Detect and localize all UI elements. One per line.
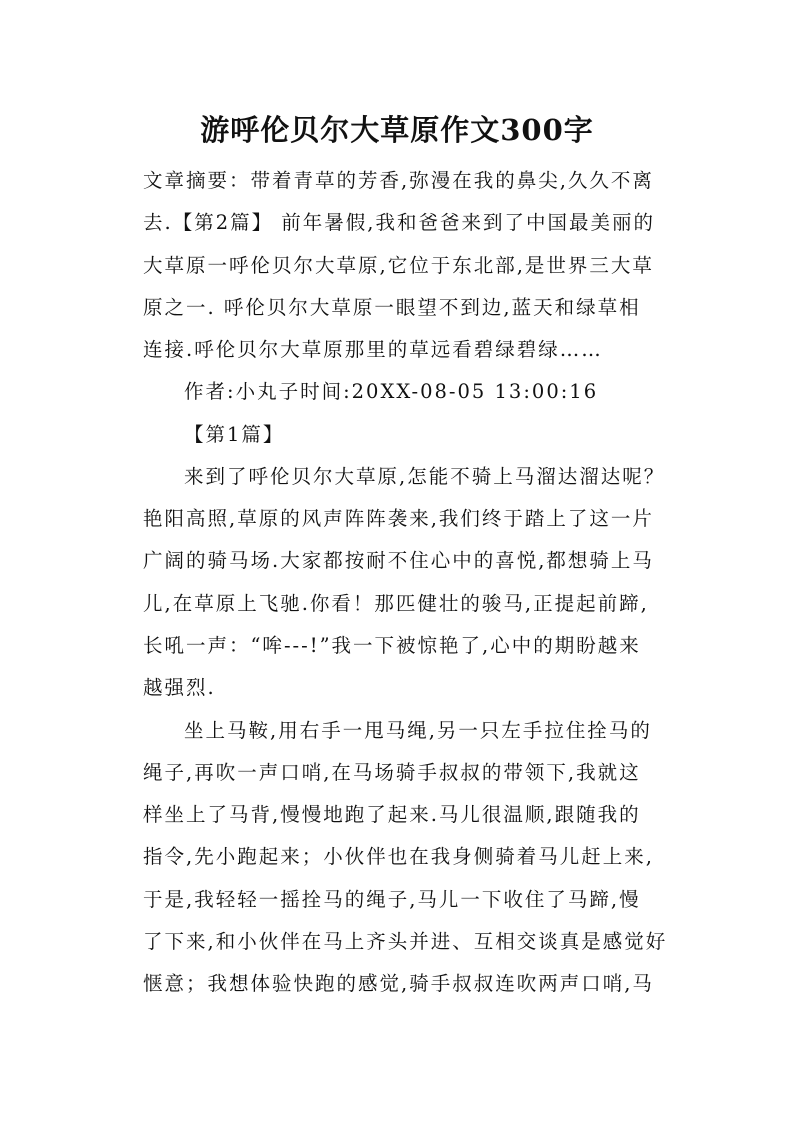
paragraph-2-line-7: 惬意；我想体验快跑的感觉,骑手叔叔连吹两声口哨,马 bbox=[143, 972, 654, 995]
paragraph-2-line-2: 绳子,再吹一声口哨,在马场骑手叔叔的带领下,我就这 bbox=[143, 761, 641, 784]
author-time-line: 作者:小丸子时间:20XX-08-05 13:00:16 bbox=[184, 380, 599, 403]
section-heading-1: 【第1篇】 bbox=[184, 423, 285, 446]
summary-line-4: 原之一. 呼伦贝尔大草原一眼望不到边,蓝天和绿草相 bbox=[143, 296, 641, 319]
paragraph-2-line-1: 坐上马鞍,用右手一甩马绳,另一只左手拉住拴马的 bbox=[184, 719, 652, 742]
paragraph-1-line-3: 广阔的骑马场.大家都按耐不住心中的喜悦,都想骑上马 bbox=[143, 549, 654, 572]
paragraph-1-line-2: 艳阳高照,草原的风声阵阵袭来,我们终于踏上了这一片 bbox=[143, 507, 654, 530]
summary-line-5: 连接.呼伦贝尔大草原那里的草远看碧绿碧绿…… bbox=[143, 338, 603, 361]
paragraph-1-line-1: 来到了呼伦贝尔大草原,怎能不骑上马溜达溜达呢？ bbox=[184, 465, 666, 488]
summary-line-3: 大草原一呼伦贝尔大草原,它位于东北部,是世界三大草 bbox=[143, 254, 654, 277]
summary-line-2: 去.【第2篇】 前年暑假,我和爸爸来到了中国最美丽的 bbox=[143, 211, 656, 234]
paragraph-1-line-4: 儿,在草原上飞驰.你看！那匹健壮的骏马,正提起前蹄, bbox=[143, 592, 649, 615]
paragraph-2-line-6: 了下来,和小伙伴在马上齐头并进、互相交谈真是感觉好 bbox=[143, 930, 668, 953]
paragraph-2-line-5: 于是,我轻轻一摇拴马的绳子,马儿一下收住了马蹄,慢 bbox=[143, 888, 641, 911]
paragraph-1-line-6: 越强烈. bbox=[143, 676, 216, 699]
paragraph-1-line-5: 长吼一声：“哞---!”我一下被惊艳了,心中的期盼越来 bbox=[143, 634, 641, 657]
paragraph-2-line-4: 指令,先小跑起来；小伙伴也在我身侧骑着马儿赶上来, bbox=[143, 845, 654, 868]
document-title: 游呼伦贝尔大草原作文300字 bbox=[200, 113, 594, 147]
summary-line-1: 文章摘要：带着青草的芳香,弥漫在我的鼻尖,久久不离 bbox=[143, 169, 654, 192]
paragraph-2-line-3: 样坐上了马背,慢慢地跑了起来.马儿很温顺,跟随我的 bbox=[143, 803, 641, 826]
